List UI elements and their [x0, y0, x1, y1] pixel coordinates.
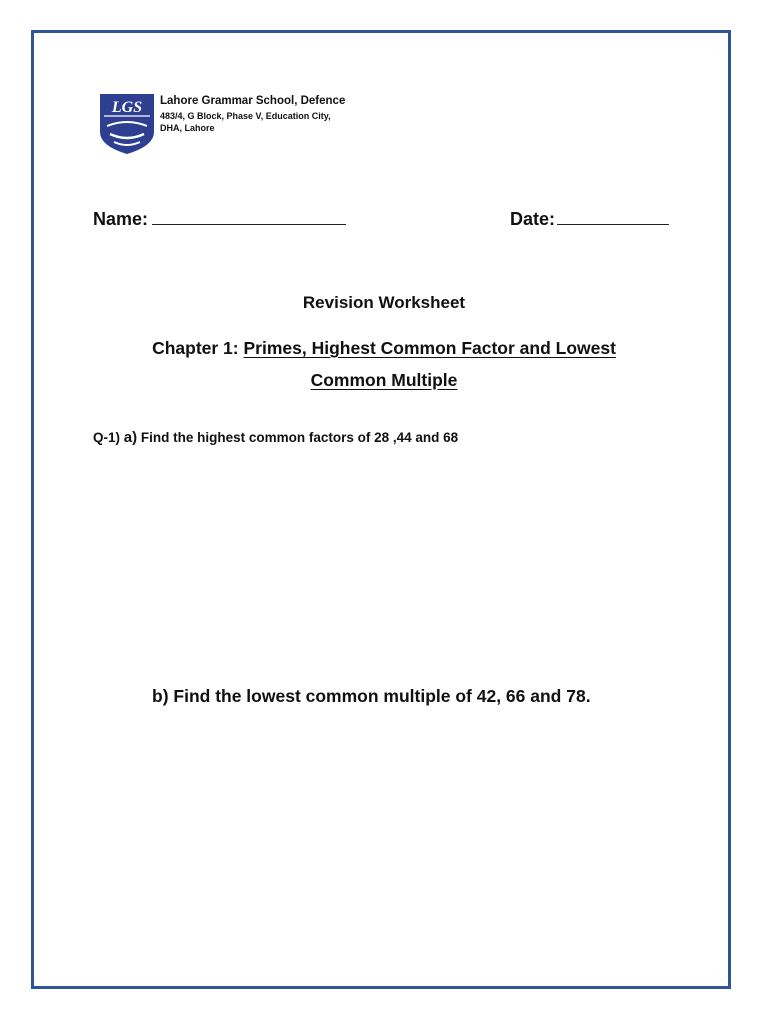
school-address [160, 110, 350, 134]
school-logo [98, 92, 156, 156]
name-label: Name: [93, 209, 149, 229]
chapter-line-2 [93, 364, 675, 396]
question-1b-text: Find the lowest common multiple of 42, 66 and 78. [173, 686, 591, 706]
address-line-1: 483/4, G Block, Phase V, Education City, [160, 111, 331, 121]
date-blank[interactable] [557, 208, 669, 225]
chapter-prefix: Chapter 1: [152, 338, 239, 358]
page-border [31, 30, 731, 989]
question-1a-part: a) [123, 429, 138, 446]
chapter-title-line-2: Common Multiple [310, 370, 458, 390]
name-blank[interactable] [152, 208, 346, 225]
date-field [510, 208, 669, 230]
worksheet-title: Revision Worksheet [302, 293, 466, 312]
chapter-title-line-1: Primes, Highest Common Factor and Lowest [243, 338, 616, 358]
question-1a-text: Find the highest common factors of 28 ,44 and 68 [140, 430, 459, 445]
chapter-heading [93, 332, 675, 396]
question-1-label: Q-1) [93, 430, 120, 445]
address-line-2: DHA, Lahore [160, 123, 215, 133]
chapter-line-1 [93, 332, 675, 364]
date-label: Date: [510, 209, 556, 229]
logo-text: LGS [111, 99, 143, 116]
question-1a [93, 429, 458, 446]
school-name: Lahore Grammar School, Defence [160, 95, 346, 107]
question-1b [152, 686, 591, 707]
question-1b-part: b) [152, 686, 169, 706]
name-field [93, 208, 346, 230]
